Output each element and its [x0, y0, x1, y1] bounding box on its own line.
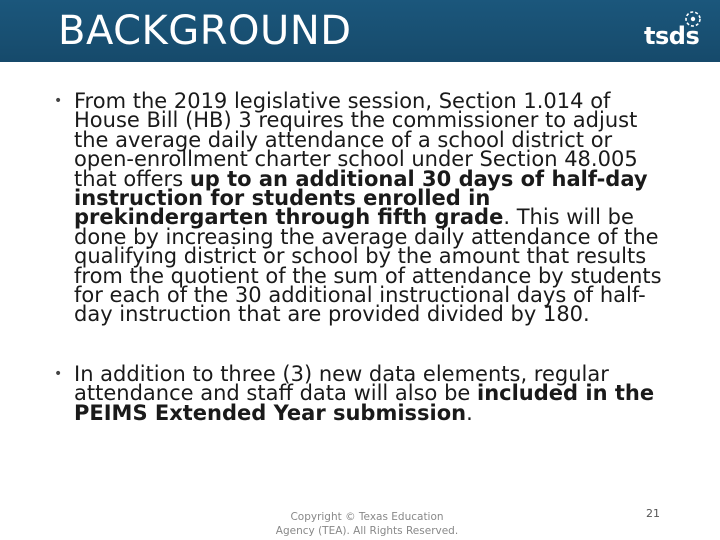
bullet-item-1 — [54, 89, 666, 327]
header-bar — [0, 0, 720, 62]
bullet-item-2 — [54, 361, 666, 425]
bullet-text: . This will be done by increasing the average daily attendance of the qualifying district or school by the amount that results from the quotient of the sum of attendance by students for each of the 30 additional instructional days of half-day instruction that are provided divided by 180. — [74, 205, 662, 327]
bullet-bold-text: up to an additional 30 days of half-day instruction for students enrolled in prekindergarten through fifth grade — [74, 166, 648, 230]
page-number: 21 — [646, 507, 660, 520]
copyright-line-2: Agency (TEA). All Rights Reserved. — [275, 525, 459, 537]
bullet-dot-icon: • — [54, 93, 63, 109]
tsds-logo — [644, 10, 706, 50]
logo-text: tsds — [644, 22, 700, 50]
bullet-text: From the 2019 legislative session, Section 1.014 of House Bill (HB) 3 requires the commissioner to adjust the average daily attendance of a school district or open-enrollment charter school under Section 48.005 that offers — [74, 89, 638, 191]
bullet-text: . — [466, 400, 473, 425]
logo-mark-icon — [684, 10, 702, 28]
bullet-bold-text: included in the PEIMS Extended Year submission — [74, 381, 655, 425]
copyright-footer — [262, 510, 472, 538]
slide-body — [54, 89, 666, 425]
bullet-dot-icon: • — [54, 365, 63, 382]
bullet-text: In addition to three (3) new data elements, regular attendance and staff data will also be — [74, 361, 609, 406]
copyright-line-1: Copyright © Texas Education — [290, 511, 444, 523]
slide-title: BACKGROUND — [58, 8, 352, 54]
